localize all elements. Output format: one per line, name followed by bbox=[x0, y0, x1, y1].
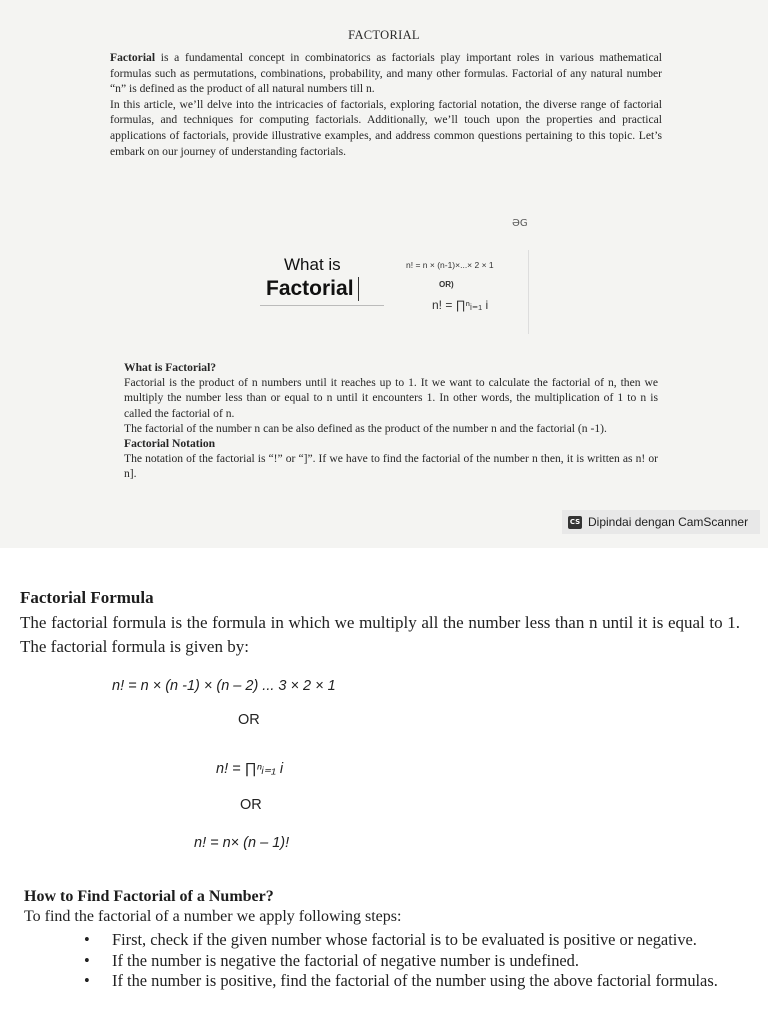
banner-formula-product: n! = n × (n-1)×...× 2 × 1 bbox=[406, 260, 494, 270]
step-item bbox=[84, 971, 744, 992]
camscanner-icon: CS bbox=[568, 516, 582, 529]
equation-product: n! = n × (n -1) × (n – 2) ... 3 × 2 × 1 bbox=[112, 678, 336, 694]
equation-pi-product: n! = ∏ⁿᵢ₌₁ i bbox=[216, 761, 284, 777]
intro-paragraph-1 bbox=[110, 50, 662, 97]
formula-intro-text: The factorial formula is the formula in which we multiply all the number less than n until it is equal to 1. The factorial formula is given by: bbox=[20, 613, 740, 656]
or-label-2: OR bbox=[240, 797, 262, 813]
section-heading: What is Factorial? bbox=[124, 361, 217, 374]
equation-recursive: n! = n× (n – 1)! bbox=[194, 835, 290, 851]
step-item bbox=[84, 930, 744, 951]
what-is-factorial-section bbox=[124, 360, 658, 482]
camscanner-label: Dipindai dengan CamScanner bbox=[588, 515, 749, 529]
banner-underline bbox=[260, 305, 384, 306]
bullet-icon: • bbox=[84, 930, 90, 949]
banner-divider bbox=[528, 250, 529, 334]
document-title: FACTORIAL bbox=[348, 28, 420, 42]
intro-text bbox=[110, 50, 662, 159]
notation-paragraph: The notation of the factorial is “!” or “]”. If we have to find the factorial of the number n then, it is written as n! or n]. bbox=[124, 452, 658, 481]
formula-heading: Factorial Formula bbox=[20, 588, 154, 607]
step-text: If the number is negative the factorial of negative number is undefined. bbox=[112, 950, 579, 970]
step-text: If the number is positive, find the factorial of the number using the above factorial formulas. bbox=[112, 971, 718, 990]
steps-list bbox=[84, 930, 744, 992]
how-to-heading: How to Find Factorial of a Number? bbox=[24, 888, 274, 905]
document-page bbox=[0, 548, 768, 1024]
section-paragraph-1: Factorial is the product of n numbers until it reaches up to 1. It we want to calculate the factorial of n, then we multiply the number less than or equal to n until it encounters 1. In other words, the multiplication of 1 to n is called the factorial of n. bbox=[124, 376, 658, 420]
bullet-icon: • bbox=[84, 950, 90, 970]
or-label-1: OR bbox=[238, 712, 260, 728]
intro-lead-term: Factorial bbox=[110, 51, 156, 64]
banner-or: OR) bbox=[439, 280, 454, 289]
camscanner-watermark bbox=[562, 510, 760, 534]
section-paragraph-2: The factorial of the number n can be also defined as the product of the number n and the factorial (n -1). bbox=[124, 421, 607, 435]
step-item bbox=[84, 951, 744, 972]
notation-heading: Factorial Notation bbox=[124, 437, 216, 451]
step-text: First, check if the given number whose factorial is to be evaluated is positive or negative. bbox=[112, 930, 697, 949]
bullet-icon: • bbox=[84, 971, 90, 990]
logo-mark: ƏG bbox=[512, 218, 528, 229]
how-to-intro: To find the factorial of a number we apply following steps: bbox=[24, 908, 402, 925]
banner-formula-pi: n! = ∏ⁿᵢ₌₁ i bbox=[432, 298, 489, 312]
banner-factorial: Factorial bbox=[266, 277, 359, 301]
banner-what-is: What is bbox=[284, 255, 341, 274]
intro-paragraph-1-body: is a fundamental concept in combinatorics as factorials play important roles in various mathematical formulas such as permutations, combinations, probability, and many other formulas. Factorial of any natural number “n” is defined as the product of all natural numbers till n. bbox=[110, 51, 662, 96]
intro-paragraph-2: In this article, we’ll delve into the intricacies of factorials, exploring factorial notation, the diverse range of factorial formulas, and techniques for computing factorials. Additionally, we’ll touch upon the properties and practical applications of factorials, provide illustrative examples, and address common questions pertaining to this topic. Let’s embark on our journey of understanding factorials. bbox=[110, 97, 662, 158]
what-is-factorial-banner bbox=[258, 246, 534, 338]
